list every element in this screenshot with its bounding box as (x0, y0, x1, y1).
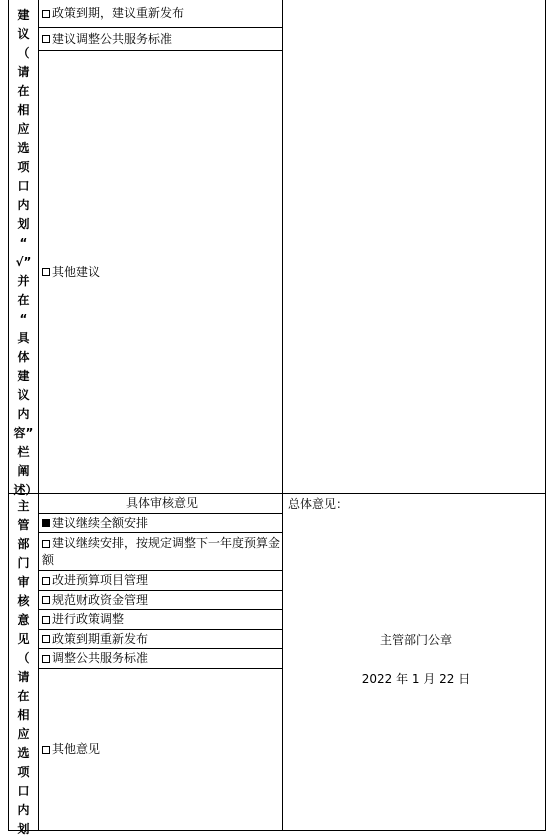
label-char: 划 (17, 217, 30, 231)
label-char: 请 (17, 65, 30, 79)
label-char: 管 (17, 518, 30, 532)
label-char: 部 (17, 537, 30, 551)
s2-option-row[interactable] (39, 630, 283, 649)
s2-option-row[interactable] (39, 669, 283, 831)
option-text: 规范财政资金管理 (52, 592, 149, 607)
label-char: 请 (17, 670, 30, 684)
label-char: 选 (17, 746, 30, 760)
label-char: 主 (17, 499, 30, 513)
label-char: 选 (17, 141, 30, 155)
section2-label-cell (8, 494, 39, 836)
option-text: 建议继续全额安排 (52, 515, 149, 530)
s2-option-row[interactable] (39, 571, 283, 591)
s2-option-row[interactable] (39, 514, 283, 533)
option-text: 建议继续安排，按规定调整下一年度预算金额 (42, 536, 281, 567)
label-char: （ (17, 651, 30, 665)
label-char: √” (15, 255, 32, 269)
option-text: 政策到期，建议重新发布 (52, 6, 185, 20)
checkbox-icon[interactable] (42, 268, 50, 276)
s1-option-row[interactable] (39, 51, 283, 494)
option-text: 调整公共服务标准 (52, 651, 149, 665)
s1-option-row[interactable] (39, 0, 283, 28)
label-char: （ (17, 46, 30, 60)
label-char: 核 (17, 594, 30, 608)
label-char: 应 (17, 122, 30, 136)
s2-option-row[interactable] (39, 533, 283, 571)
s1-option-row[interactable] (39, 28, 283, 51)
label-char: 容” (13, 426, 34, 440)
label-char: 在 (17, 84, 30, 98)
label-char: 见 (17, 632, 30, 646)
checkbox-icon[interactable] (42, 616, 50, 624)
option-text: 改进预算项目管理 (52, 573, 149, 587)
checkbox-icon[interactable] (42, 655, 50, 663)
label-char: 阐 (17, 464, 30, 478)
section1-vertical-label (9, 0, 38, 500)
label-char: 划 (17, 822, 30, 836)
label-char: 建 (17, 8, 30, 22)
label-char: 内 (17, 407, 30, 421)
date-text: 2022 年 1 月 22 日 (361, 672, 471, 686)
label-char: 内 (17, 198, 30, 212)
s2-option-row[interactable] (39, 610, 283, 630)
option-text: 其他意见 (52, 742, 101, 756)
section1-label-cell (8, 0, 39, 497)
checkbox-icon[interactable] (42, 577, 50, 585)
label-char: “ (19, 312, 28, 326)
label-char: 在 (17, 689, 30, 703)
label-char: 意 (17, 613, 30, 627)
seal-text: 主管部门公章 (379, 633, 452, 647)
s1-detail-cell[interactable] (283, 0, 546, 494)
option-text: 进行政策调整 (52, 612, 125, 626)
label-char: 项 (17, 160, 30, 174)
checkbox-icon[interactable] (42, 746, 50, 754)
label-char: 项 (17, 765, 30, 779)
checkbox-icon[interactable] (42, 10, 50, 18)
s2-option-row[interactable] (39, 591, 283, 610)
checkbox-icon[interactable] (42, 540, 50, 548)
overall-opinion-cell[interactable] (283, 494, 546, 831)
option-text: 政策到期重新发布 (52, 631, 149, 646)
label-char: 议 (17, 27, 30, 41)
label-char: 口 (17, 179, 30, 193)
label-char: 体 (17, 350, 30, 364)
checkbox-icon[interactable] (42, 596, 50, 604)
overall-opinion-label: 总体意见： (288, 497, 349, 511)
label-char: 在 (17, 293, 30, 307)
checkbox-icon[interactable] (42, 635, 50, 643)
label-char: 应 (17, 727, 30, 741)
label-char: 审 (17, 575, 30, 589)
label-char: 具 (17, 331, 30, 345)
label-char: 并 (17, 274, 30, 288)
label-char: 口 (17, 784, 30, 798)
label-char: “ (19, 236, 28, 250)
label-char: 相 (17, 103, 30, 117)
label-char: 述） (13, 483, 38, 497)
option-text: 建议调整公共服务标准 (52, 31, 173, 46)
label-char: 内 (17, 803, 30, 817)
option-text: 其他建议 (52, 264, 101, 279)
section2-vertical-label (9, 494, 38, 839)
label-char: 议 (17, 388, 30, 402)
label-char: 栏 (17, 445, 30, 459)
s2-option-row[interactable] (39, 649, 283, 669)
label-char: 门 (17, 556, 30, 570)
checkbox-icon[interactable] (42, 35, 50, 43)
label-char: 建 (17, 369, 30, 383)
review-header: 具体审核意见 (39, 494, 283, 514)
label-char: 相 (17, 708, 30, 722)
checkbox-checked-icon[interactable] (42, 519, 50, 527)
